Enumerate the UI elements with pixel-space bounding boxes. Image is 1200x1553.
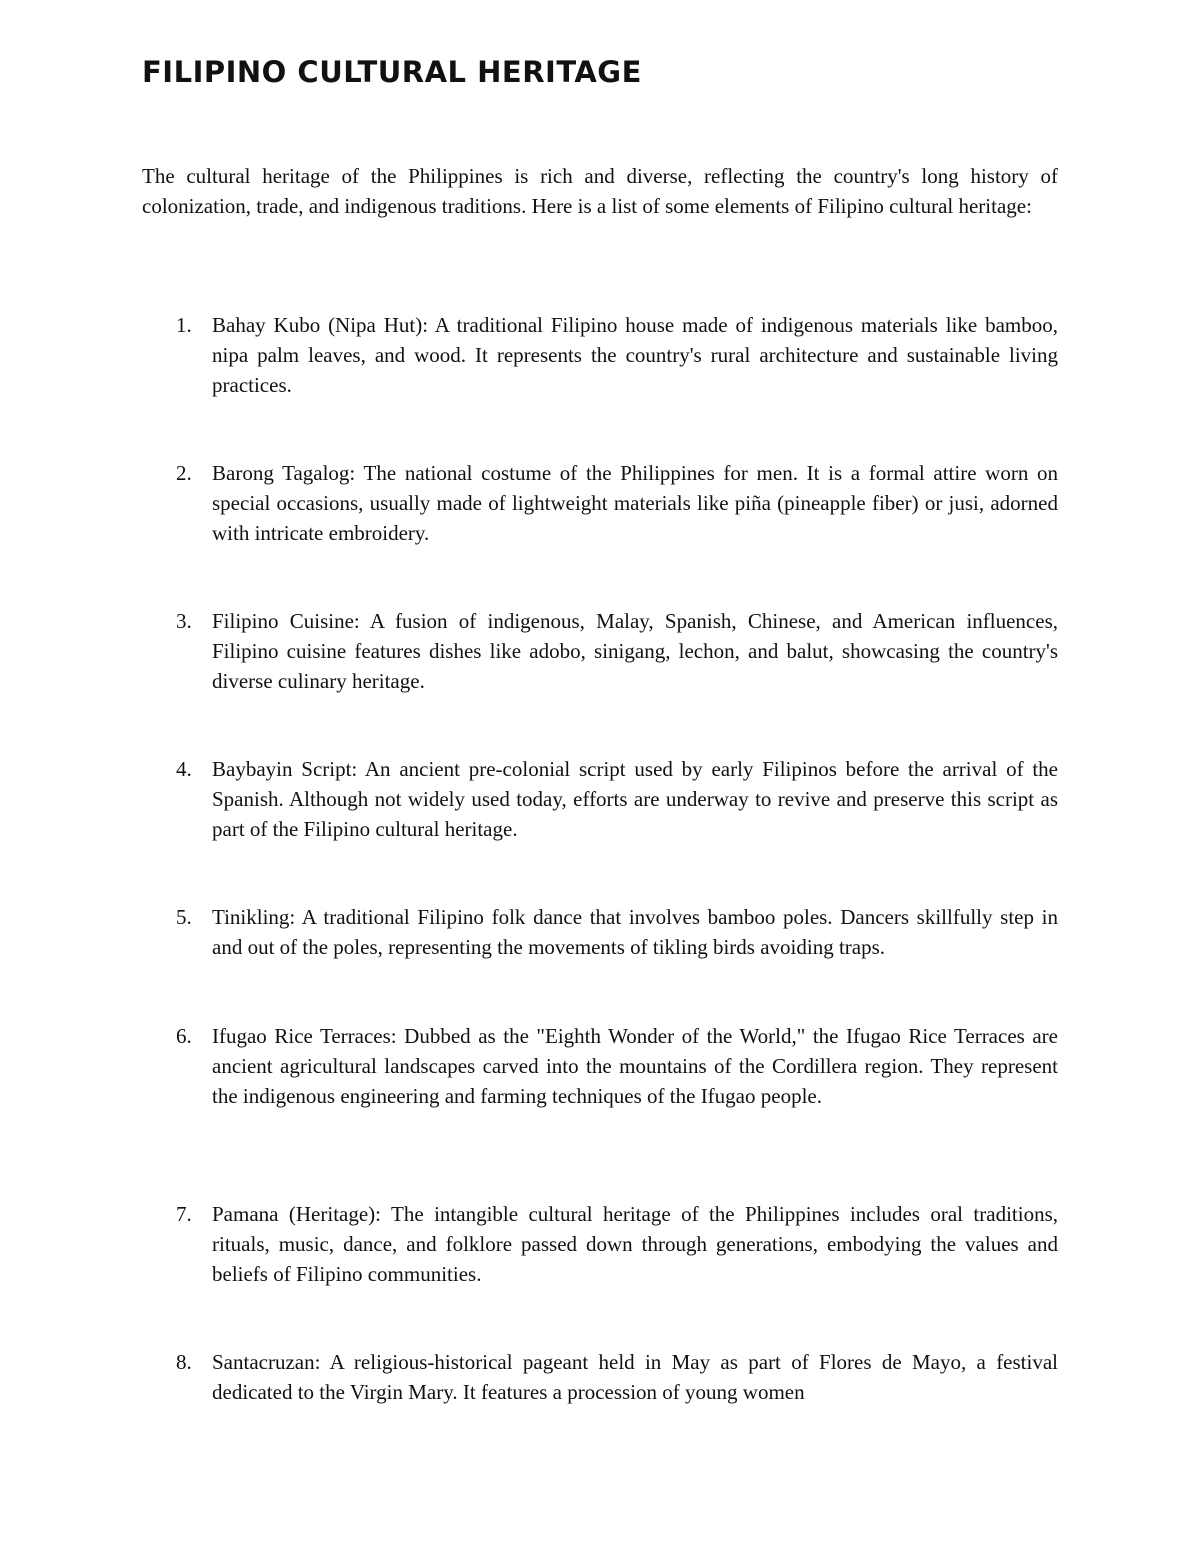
list-item: [142, 1199, 1058, 1289]
list-item: [142, 458, 1058, 548]
list-item-number: 1.: [176, 313, 192, 337]
list-item-number: 4.: [176, 757, 192, 781]
list-item: [142, 902, 1058, 962]
list-item: [142, 310, 1058, 400]
list-item-text: Filipino Cuisine: A fusion of indigenous, Malay, Spanish, Chinese, and American influences, Filipino cuisine features dishes like adobo, sinigang, lechon, and balut, showcasing the country's diverse culinary heritage.: [212, 609, 1058, 693]
list-item-text: Barong Tagalog: The national costume of the Philippines for men. It is a formal attire worn on special occasions, usually made of lightweight materials like piña (pineapple fiber) or jusi, adorned with intricate embroidery.: [212, 461, 1058, 545]
list-item-number: 8.: [176, 1350, 192, 1374]
list-item-text: Bahay Kubo (Nipa Hut): A traditional Filipino house made of indigenous materials like bamboo, nipa palm leaves, and wood. It represents the country's rural architecture and sustainable living practices.: [212, 313, 1058, 397]
list-item-number: 7.: [176, 1202, 192, 1226]
list-item-text: Ifugao Rice Terraces: Dubbed as the "Eighth Wonder of the World," the Ifugao Rice Terraces are ancient agricultural landscapes carved into the mountains of the Cordillera region. They represent the indigenous engineering and farming techniques of the Ifugao people.: [212, 1024, 1058, 1108]
list-item-number: 3.: [176, 609, 192, 633]
list-item-number: 6.: [176, 1024, 192, 1048]
list-item: [142, 1347, 1058, 1407]
list-item-number: 2.: [176, 461, 192, 485]
list-item: [142, 1021, 1058, 1111]
list-item-text: Santacruzan: A religious-historical pageant held in May as part of Flores de Mayo, a festival dedicated to the Virgin Mary. It features a procession of young women: [212, 1350, 1058, 1404]
list-item: [142, 754, 1058, 844]
list-item-number: 5.: [176, 905, 192, 929]
list-item: [142, 606, 1058, 696]
intro-paragraph: The cultural heritage of the Philippines is rich and diverse, reflecting the country's long history of colonization, trade, and indigenous traditions. Here is a list of some elements of Filipino cultural heritage:: [142, 164, 1058, 218]
list-item-text: Pamana (Heritage): The intangible cultural heritage of the Philippines includes oral traditions, rituals, music, dance, and folklore passed down through generations, embodying the values and beliefs of Filipino communities.: [212, 1202, 1058, 1286]
list-item-text: Baybayin Script: An ancient pre-colonial script used by early Filipinos before the arrival of the Spanish. Although not widely used today, efforts are underway to revive and preserve this script as part of the Filipino cultural heritage.: [212, 757, 1058, 841]
list-item-text: Tinikling: A traditional Filipino folk dance that involves bamboo poles. Dancers skillfully step in and out of the poles, representing the movements of tikling birds avoiding traps.: [212, 905, 1058, 959]
page-title: FILIPINO CULTURAL HERITAGE: [142, 55, 642, 89]
